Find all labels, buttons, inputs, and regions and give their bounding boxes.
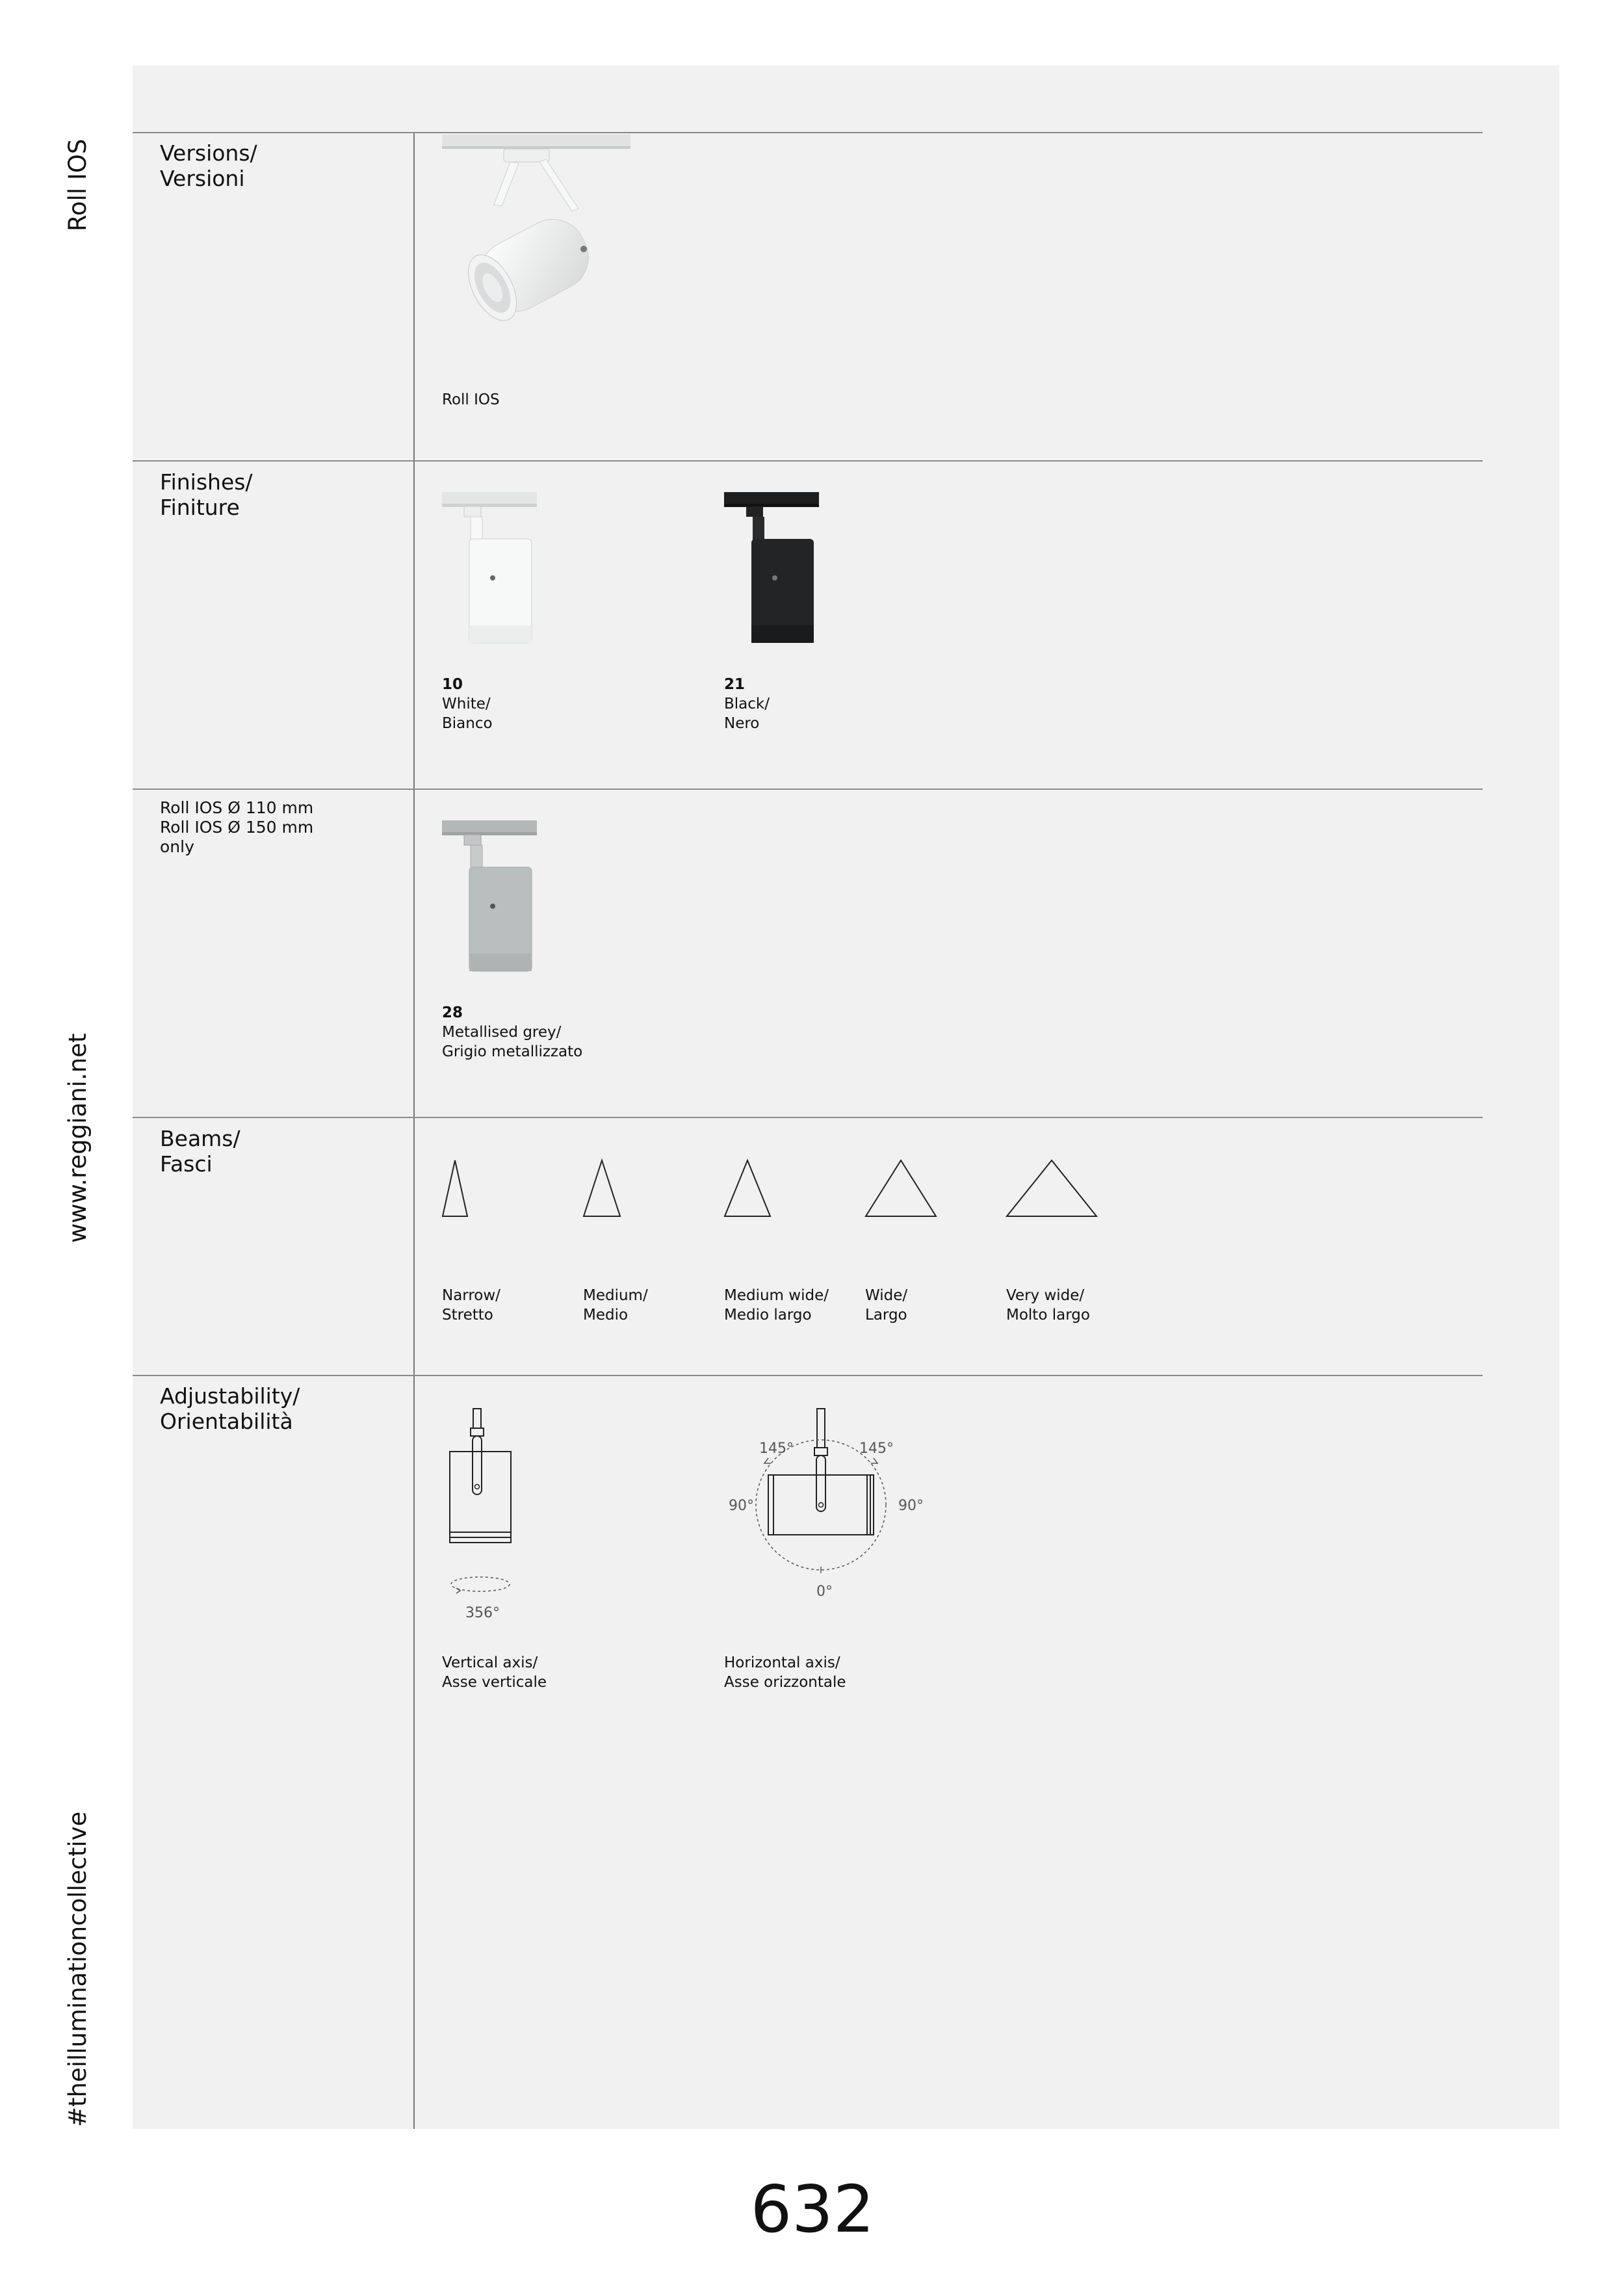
horizontal-angle-right-top: 145° xyxy=(859,1441,894,1457)
beam-narrow-icon xyxy=(442,1159,468,1218)
adjustability-title: Adjustability/ Orientabilità xyxy=(160,1383,300,1434)
beam-medium-icon xyxy=(583,1159,621,1218)
horizontal-angle-left-top: 145° xyxy=(759,1441,794,1457)
beam-medium-wide-caption: Medium wide/ Medio largo xyxy=(724,1287,829,1324)
page-number: 632 xyxy=(750,2171,875,2247)
version-caption: Roll IOS xyxy=(442,391,500,408)
horizontal-axis-caption: Horizontal axis/ Asse orizzontale xyxy=(724,1654,846,1691)
beam-medium-wide-icon xyxy=(724,1159,771,1218)
finishes-title: Finishes/ Finiture xyxy=(160,469,253,520)
beam-narrow-caption: Narrow/ Stretto xyxy=(442,1287,500,1324)
content-panel xyxy=(133,66,1559,2129)
beam-wide-icon xyxy=(865,1159,937,1218)
row-divider xyxy=(133,132,1483,133)
horizontal-angle-bottom: 0° xyxy=(816,1584,833,1600)
roll-ios-product-image xyxy=(442,133,630,341)
beam-very-wide-caption: Very wide/ Molto largo xyxy=(1006,1287,1090,1324)
finish-grey-image xyxy=(442,820,537,971)
row-divider xyxy=(133,789,1483,790)
sidebar-product-name: Roll IOS xyxy=(64,138,92,231)
finish-black-image xyxy=(724,492,819,643)
versions-title: Versions/ Versioni xyxy=(160,140,257,191)
finish-white-caption: 10 White/ Bianco xyxy=(442,676,493,732)
row-divider xyxy=(133,1375,1483,1376)
row-divider xyxy=(133,1117,1483,1118)
finish-white-image xyxy=(442,492,537,643)
vertical-angle-label: 356° xyxy=(465,1605,500,1621)
sidebar-website: www.reggiani.net xyxy=(64,1033,92,1243)
vertical-axis-diagram xyxy=(442,1407,526,1606)
special-finish-title: Roll IOS Ø 110 mm Roll IOS Ø 150 mm only xyxy=(160,798,314,856)
sidebar-hashtag: #theilluminationcollective xyxy=(64,1811,92,2127)
vertical-axis-caption: Vertical axis/ Asse verticale xyxy=(442,1654,547,1691)
column-divider xyxy=(413,132,415,2129)
beam-wide-caption: Wide/ Largo xyxy=(865,1287,908,1324)
beams-title: Beams/ Fasci xyxy=(160,1126,240,1177)
beam-very-wide-icon xyxy=(1006,1159,1097,1218)
beam-medium-caption: Medium/ Medio xyxy=(583,1287,648,1324)
row-divider xyxy=(133,460,1483,462)
horizontal-angle-right: 90° xyxy=(898,1498,924,1514)
finish-grey-caption: 28 Metallised grey/ Grigio metallizzato xyxy=(442,1004,583,1060)
finish-black-caption: 21 Black/ Nero xyxy=(724,676,770,732)
horizontal-angle-left: 90° xyxy=(729,1498,754,1514)
